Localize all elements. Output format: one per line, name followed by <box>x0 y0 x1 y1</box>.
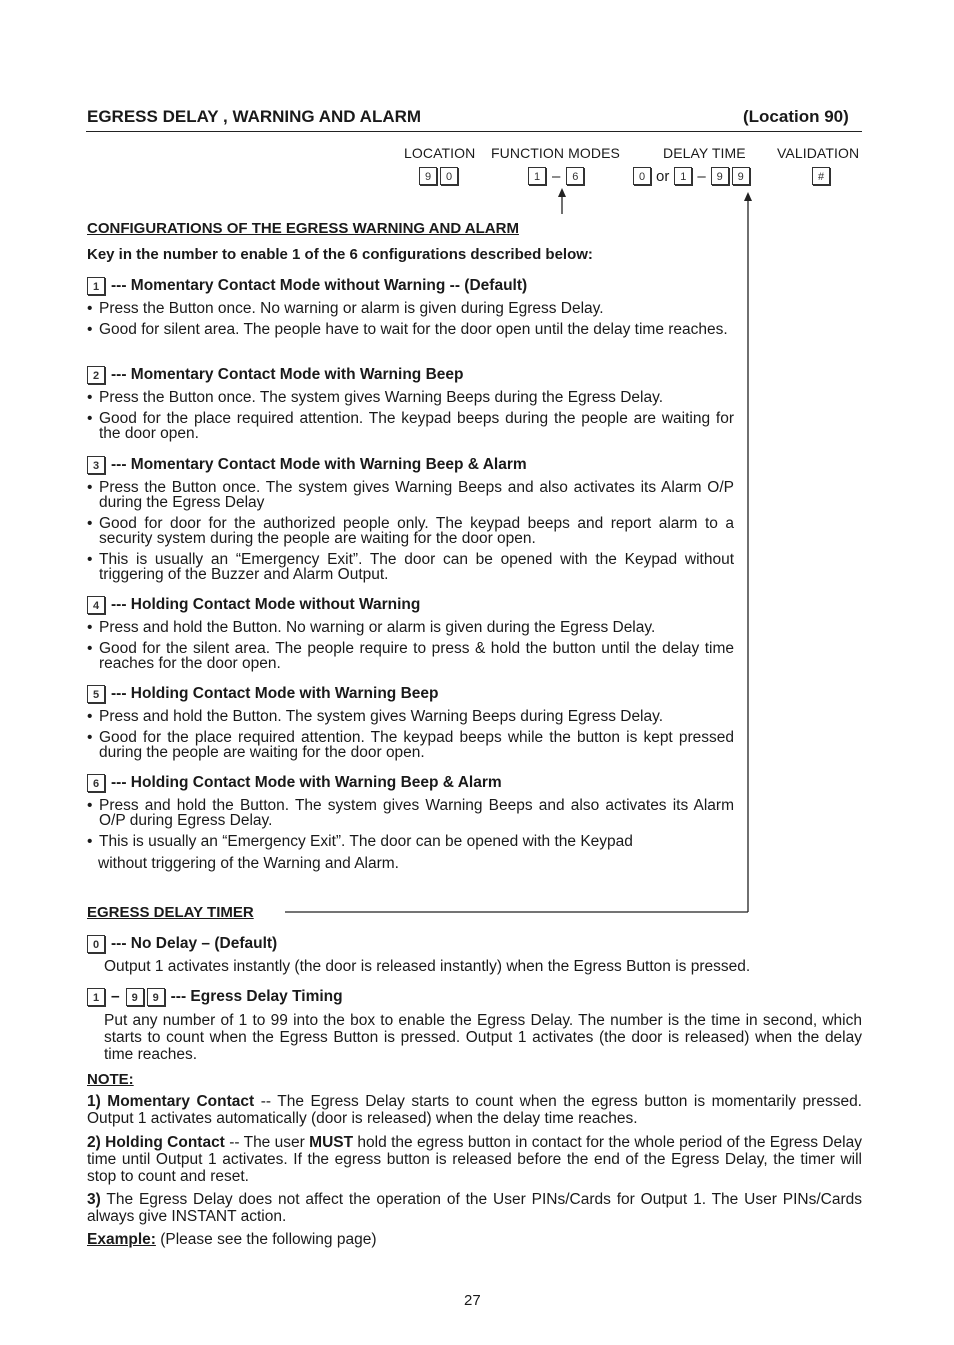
bullet: • This is usually an “Emergency Exit”. The door can be opened with the Keypad without triggering of the Buzzer and Alarm Output. <box>87 551 734 583</box>
hash-key: # <box>812 167 830 185</box>
key-1: 1 <box>674 167 692 185</box>
col-location: LOCATION <box>404 145 476 161</box>
range-dash: – <box>552 167 561 185</box>
bullet: • Press and hold the Button. The system gives Warning Beeps during Egress Delay. <box>87 708 664 725</box>
bullet-continuation: without triggering of the Warning and Alarm. <box>98 855 399 872</box>
key-3: 3 <box>87 456 105 474</box>
config-item-6 <box>87 774 502 792</box>
key-9: 9 <box>711 167 729 185</box>
col-validation: VALIDATION <box>777 145 860 161</box>
key-9: 9 <box>732 167 750 185</box>
config-item-title: --- Holding Contact Mode without Warning <box>111 596 421 613</box>
config-item-title: --- Momentary Contact Mode without Warning -- (Default) <box>111 277 528 294</box>
config-item-title: --- Holding Contact Mode with Warning Beep <box>111 685 439 702</box>
bullet: • Good for the silent area. The people require to press & hold the button until the delay time reaches for the door open. <box>87 640 734 672</box>
config-item-title: --- Momentary Contact Mode with Warning Beep & Alarm <box>111 456 527 473</box>
config-item-2 <box>87 366 463 384</box>
config-intro: Key in the number to enable 1 of the 6 configurations described below: <box>87 246 593 263</box>
col-delay-time: DELAY TIME <box>663 145 746 161</box>
note-heading: NOTE: <box>87 1071 134 1088</box>
key-9: 9 <box>147 988 165 1006</box>
bullet: • This is usually an “Emergency Exit”. The door can be opened with the Keypad <box>87 833 633 850</box>
delay-timing-text: Put any number of 1 to 99 into the box to enable the Egress Delay. The number is the time in second, which starts to count when the Egress Button is pressed. Output 1 activates (the door is released) when the delay time reaches. <box>104 1012 862 1063</box>
bullet: • Press the Button once. The system gives Warning Beeps and also activates its Alarm O/P during the Egress Delay <box>87 479 734 511</box>
config-item-1 <box>87 277 527 295</box>
delay-timing-item <box>87 988 343 1006</box>
config-heading: CONFIGURATIONS OF THE EGRESS WARNING AND ALARM <box>87 220 519 237</box>
timer-heading: EGRESS DELAY TIMER <box>87 904 254 921</box>
bullet: • Good for door for the authorized people only. The keypad beeps and report alarm to a security system during the people are waiting for the door open. <box>87 515 734 547</box>
key-0: 0 <box>440 167 458 185</box>
key-1: 1 <box>87 988 105 1006</box>
config-item-3 <box>87 456 527 474</box>
config-item-title: --- Momentary Contact Mode with Warning Beep <box>111 366 464 383</box>
range-dash: – <box>111 988 120 1005</box>
key-9: 9 <box>419 167 437 185</box>
key-6: 6 <box>566 167 584 185</box>
range-dash: – <box>697 167 706 185</box>
delay-timing-title: --- Egress Delay Timing <box>170 988 343 1005</box>
key-0: 0 <box>87 935 105 953</box>
bullet: • Good for silent area. The people have to wait for the door open until the delay time reaches. <box>87 321 728 338</box>
no-delay-item <box>87 935 277 953</box>
config-item-4 <box>87 596 420 614</box>
col-function-modes: FUNCTION MODES <box>491 145 620 161</box>
bullet: • Good for the place required attention. The keypad beeps while the button is kept pressed during the people are waiting for the door open. <box>87 729 734 761</box>
config-item-5 <box>87 685 438 703</box>
key-pair-99 <box>126 988 165 1006</box>
no-delay-title: --- No Delay – (Default) <box>111 935 278 952</box>
note-1: 1) Momentary Contact -- The Egress Delay starts to count when the egress button is momentarily pressed. Output 1 activates automatically (door is released) when the delay time reaches. <box>87 1093 862 1127</box>
page-number: 27 <box>464 1292 481 1309</box>
example-line: Example: (Please see the following page) <box>87 1231 377 1248</box>
section-title: EGRESS DELAY , WARNING AND ALARM <box>87 107 422 126</box>
bullet: • Good for the place required attention. The keypad beeps during the people are waiting for the door open. <box>87 410 734 442</box>
key-1: 1 <box>528 167 546 185</box>
note-3: 3) The Egress Delay does not affect the operation of the User PINs/Cards for Output 1. The User PINs/Cards always give INSTANT action. <box>87 1191 862 1225</box>
arrow-up-icon <box>744 192 752 201</box>
bullet: • Press and hold the Button. The system gives Warning Beeps and also activates its Alarm O/P during Egress Delay. <box>87 797 734 829</box>
or-text: or <box>656 167 670 185</box>
no-delay-text: Output 1 activates instantly (the door is released instantly) when the Egress Button is pressed. <box>104 958 751 975</box>
bullet: • Press and hold the Button. No warning or alarm is given during the Egress Delay. <box>87 619 656 636</box>
key-0: 0 <box>633 167 651 185</box>
key-5: 5 <box>87 685 105 703</box>
config-item-title: --- Holding Contact Mode with Warning Beep & Alarm <box>111 774 502 791</box>
note-2: 2) Holding Contact -- The user MUST hold the egress button in contact for the whole period of the Egress Delay time until Output 1 activates. If the egress button is released before the end of the Egress Delay, the timer will stop to count and reset. <box>87 1134 862 1185</box>
key-6: 6 <box>87 774 105 792</box>
arrow-up-icon <box>558 188 566 197</box>
key-4: 4 <box>87 596 105 614</box>
location-label: (Location 90) <box>743 107 849 126</box>
key-9: 9 <box>126 988 144 1006</box>
key-2: 2 <box>87 366 105 384</box>
bullet: • Press the Button once. The system gives Warning Beeps during the Egress Delay. <box>87 389 664 406</box>
bullet: • Press the Button once. No warning or alarm is given during Egress Delay. <box>87 300 604 317</box>
key-1: 1 <box>87 277 105 295</box>
